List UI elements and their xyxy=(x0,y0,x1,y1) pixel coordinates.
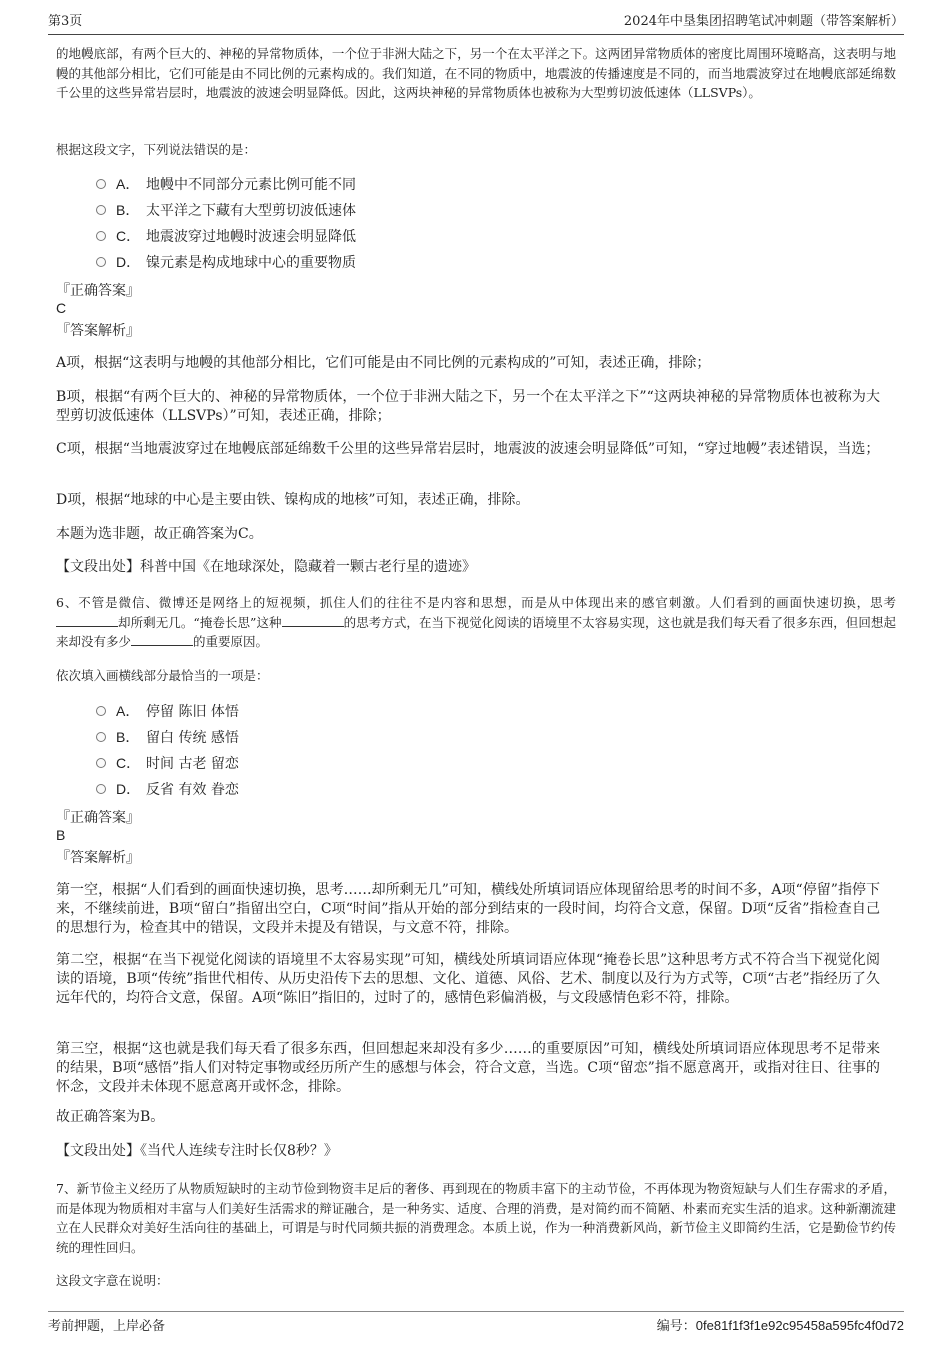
radio-icon[interactable] xyxy=(96,706,106,716)
q6-source: 【文段出处】《当代人连续专注时长仅8秒？》 xyxy=(56,1143,338,1159)
q6-stem: 6、不管是微信、微博还是网络上的短视频，抓住人们的往往不是内容和思想，而是从中体现出来的感官刺激。人们看到的画面快速切换，思考却所剩无几。“掩卷长思”这种 的思考方式，在当下视觉化阅读的语境里不太容易实现，这也就是我们每天看了很多东西，但回想起来却没有多少 的重要原因。 xyxy=(56,595,896,649)
radio-icon[interactable] xyxy=(96,231,106,241)
page-footer xyxy=(48,1311,904,1337)
document-code: 编号：0fe81f1f3f1e92c95458a595fc4f0d72 xyxy=(656,1318,904,1333)
q6-option-c[interactable]: C． 时间 古老 留恋 xyxy=(96,753,239,773)
blank-1[interactable] xyxy=(56,614,118,627)
q6-conclusion: 故正确答案为B。 xyxy=(56,1109,165,1125)
q5-conclusion: 本题为选非题，故正确答案为C。 xyxy=(56,526,263,542)
q5-answer: C xyxy=(56,300,67,316)
q5-analysis-a: A项，根据“这表明与地幔的其他部分相比，它们可能是由不同比例的元素构成的”可知，表述正确，排除； xyxy=(56,355,711,371)
q6-option-b[interactable]: B． 留白 传统 感悟 xyxy=(96,727,239,747)
q5-analysis-c: C项，根据“当地震波穿过在地幔底部延绵数千公里的这些异常岩层时，地震波的波速会明显降低”可知，“穿过地幔”表述错误，当选； xyxy=(56,441,880,457)
footer-slogan: 考前押题，上岸必备 xyxy=(48,1319,166,1334)
page-number: 第3页 xyxy=(48,14,83,29)
q5-option-a[interactable]: A． 地幔中不同部分元素比例可能不同 xyxy=(96,174,356,194)
radio-icon[interactable] xyxy=(96,179,106,189)
blank-3[interactable] xyxy=(131,633,193,646)
radio-icon[interactable] xyxy=(96,784,106,794)
radio-icon[interactable] xyxy=(96,758,106,768)
blank-2[interactable] xyxy=(282,614,344,627)
q6-analysis-label: 『答案解析』 xyxy=(56,850,140,866)
q5-option-c[interactable]: C． 地震波穿过地幔时波速会明显降低 xyxy=(96,226,356,246)
q6-answer: B xyxy=(56,827,66,843)
q7-prompt: 这段文字意在说明： xyxy=(56,1273,169,1288)
radio-icon[interactable] xyxy=(96,257,106,267)
page-header xyxy=(48,10,904,35)
q7-stem: 7、新节俭主义经历了从物质短缺时的主动节俭到物资丰足后的奢侈、再到现在的物质丰富下的主动节俭，不再体现为物资短缺与人们生存需求的矛盾，而是体现为物质相对丰富与人们美好生活需求的辩证融合，是一种务实、适度、合理的消费，是对简约而不简陋、朴素而充实生活的追求。这种新潮流建立在人民群众对美好生活向往的基础上，可谓是与时代同频共振的消费理念。本质上说，作为一种消费新风尚，新节俭主义即简约生活，它是勤俭节约传统的理性回归。 xyxy=(56,1181,896,1255)
q5-option-d[interactable]: D． 镍元素是构成地球中心的重要物质 xyxy=(96,252,356,272)
document-title: 2024年中垦集团招聘笔试冲刺题（带答案解析） xyxy=(623,14,904,29)
q5-answer-label: 『正确答案』 xyxy=(56,283,140,299)
q5-analysis-b: B项，根据“有两个巨大的、神秘的异常物质体，一个位于非洲大陆之下，另一个在太平洋之下”“这两块神秘的异常物质体也被称为大型剪切波低速体（LLSVPs）”可知，表述正确，排除； xyxy=(56,389,880,424)
q6-prompt: 依次填入画横线部分最恰当的一项是： xyxy=(56,668,269,683)
radio-icon[interactable] xyxy=(96,732,106,742)
q5-analysis-d: D项，根据“地球的中心是主要由铁、镍构成的地核”可知，表述正确，排除。 xyxy=(56,492,530,508)
q5-option-b[interactable]: B． 太平洋之下藏有大型剪切波低速体 xyxy=(96,200,356,220)
radio-icon[interactable] xyxy=(96,205,106,215)
q6-analysis-3: 第三空，根据“这也就是我们每天看了很多东西，但回想起来却没有多少……的重要原因”可知，横线处所填词语应体现思考不足带来的结果，B项“感悟”指人们对特定事物或经历所产生的感想与体会，符合文意，当选。C项“留恋”指不愿意离开，或指对往日、往事的怀念，文段并未体现不愿意离开或怀念，排除。 xyxy=(56,1041,880,1095)
q6-option-a[interactable]: A． 停留 陈旧 体悟 xyxy=(96,701,239,721)
q6-analysis-2: 第二空，根据“在当下视觉化阅读的语境里不太容易实现”可知，横线处所填词语应体现“掩卷长思”这种思考方式不符合当下视觉化阅读的语境，B项“传统”指世代相传、从历史沿传下去的思想、文化、道德、风俗、艺术、制度以及行为方式等，C项“古老”指经历了久远年代的，均符合文意，保留。A项“陈旧”指旧的，过时了的，感情色彩偏消极，与文段感情色彩不符，排除。 xyxy=(56,952,880,1006)
q6-answer-label: 『正确答案』 xyxy=(56,810,140,826)
q6-analysis-1: 第一空，根据“人们看到的画面快速切换，思考……却所剩无几”可知，横线处所填词语应体现留给思考的时间不多，A项“停留”指停下来，不继续前进，B项“留白”指留出空白，C项“时间”指从开始的部分到结束的一段时间，均符合文意，保留。D项“反省”指检查自己的思想行为，检查其中的错误，文段并未提及有错误，与文意不符，排除。 xyxy=(56,882,880,936)
q5-source: 【文段出处】科普中国《在地球深处，隐藏着一颗古老行星的遗迹》 xyxy=(56,559,476,575)
q5-passage: 的地幔底部，有两个巨大的、神秘的异常物质体，一个位于非洲大陆之下，另一个在太平洋之下。这两团异常物质体的密度比周围环境略高，这表明与地幔的其他部分相比，它们可能是由不同比例的元素构成的。我们知道，在不同的物质中，地震波的传播速度是不同的，而当地震波穿过在地幔底部延绵数千公里的这些异常岩层时，地震波的波速会明显降低。因此，这两块神秘的异常物质体也被称为大型剪切波低速体（LLSVPs）。 xyxy=(56,46,896,100)
q6-option-d[interactable]: D． 反省 有效 眷恋 xyxy=(96,779,239,799)
q5-analysis-label: 『答案解析』 xyxy=(56,323,140,339)
q5-prompt: 根据这段文字，下列说法错误的是： xyxy=(56,142,257,157)
